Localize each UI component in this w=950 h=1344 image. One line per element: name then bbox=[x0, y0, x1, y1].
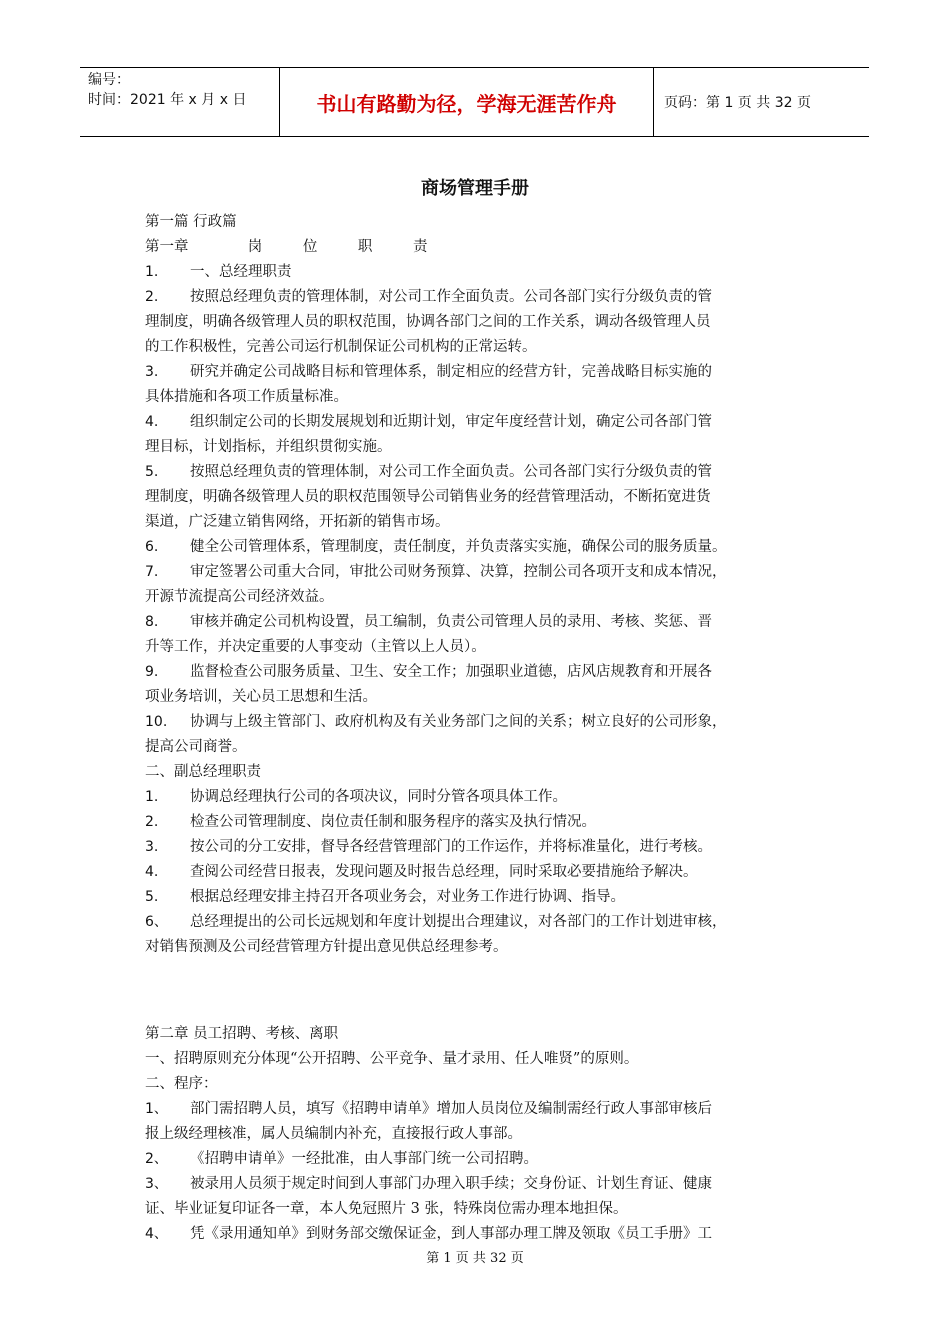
header-meta bbox=[80, 68, 280, 136]
item-number: 5. bbox=[145, 464, 159, 480]
text-line bbox=[145, 735, 817, 760]
line-text: 的工作积极性，完善公司运行机制保证公司机构的正常运转。 bbox=[145, 339, 537, 355]
text-line bbox=[145, 360, 817, 385]
line-text: 一、总经理职责 bbox=[190, 264, 292, 280]
line-text: 理制度，明确各级管理人员的职权范围，协调各部门之间的工作关系，调动各级管理人员 bbox=[145, 314, 711, 330]
text-line bbox=[145, 885, 817, 910]
text-line bbox=[145, 910, 817, 935]
text-line bbox=[145, 610, 817, 635]
text-line bbox=[145, 810, 817, 835]
line-text: 凭《录用通知单》到财务部交缴保证金，到人事部办理工牌及领取《员工手册》工 bbox=[190, 1226, 712, 1242]
chapter-number: 第一章 bbox=[145, 239, 189, 255]
text-line bbox=[145, 260, 817, 285]
line-text: 协调总经理执行公司的各项决议，同时分管各项具体工作。 bbox=[190, 789, 567, 805]
document-body bbox=[145, 210, 817, 1247]
text-line bbox=[145, 835, 817, 860]
text-line bbox=[145, 1097, 817, 1122]
text-line bbox=[145, 1222, 817, 1247]
chapter2-lines bbox=[145, 1047, 817, 1247]
text-line bbox=[145, 385, 817, 410]
chapter-heading bbox=[145, 235, 817, 260]
line-text: 监督检查公司服务质量、卫生、安全工作；加强职业道德，店风店规教育和开展各 bbox=[190, 664, 712, 680]
line-text: 审定签署公司重大合同，审批公司财务预算、决算，控制公司各项开支和成本情况， bbox=[190, 564, 727, 580]
text-line bbox=[145, 785, 817, 810]
item-number: 1. bbox=[145, 789, 159, 805]
line-text: 根据总经理安排主持召开各项业务会，对业务工作进行协调、指导。 bbox=[190, 889, 625, 905]
item-number: 6、 bbox=[145, 914, 168, 930]
line-text: 总经理提出的公司长远规划和年度计划提出合理建议，对各部门的工作计划进审核， bbox=[190, 914, 727, 930]
text-line bbox=[145, 1122, 817, 1147]
item-number: 3. bbox=[145, 364, 159, 380]
text-line bbox=[145, 310, 817, 335]
chapter1-lines bbox=[145, 260, 817, 960]
item-number: 2. bbox=[145, 814, 159, 830]
text-line bbox=[145, 1197, 817, 1222]
header-motto: 书山有路勤为径，学海无涯苦作舟 bbox=[280, 68, 654, 136]
page-footer: 第 1 页 共 32 页 bbox=[426, 1251, 524, 1266]
item-number: 7. bbox=[145, 564, 159, 580]
item-number: 6. bbox=[145, 539, 159, 555]
item-number: 2. bbox=[145, 289, 159, 305]
text-line bbox=[145, 1047, 817, 1072]
item-number: 4、 bbox=[145, 1226, 168, 1242]
item-number: 2、 bbox=[145, 1151, 168, 1167]
item-number: 10. bbox=[145, 714, 168, 730]
text-line bbox=[145, 1172, 817, 1197]
text-line bbox=[145, 535, 817, 560]
text-line bbox=[145, 1147, 817, 1172]
text-line bbox=[145, 435, 817, 460]
part-heading: 第一篇 行政篇 bbox=[145, 214, 237, 230]
text-line bbox=[145, 760, 817, 785]
line-text: 一、招聘原则充分体现“公开招聘、公平竞争、量才录用、任人唯贤”的原则。 bbox=[145, 1051, 639, 1067]
line-text: 审核并确定公司机构设置，员工编制，负责公司管理人员的录用、考核、奖惩、晋 bbox=[190, 614, 712, 630]
item-number: 4. bbox=[145, 414, 159, 430]
text-line bbox=[145, 585, 817, 610]
text-line bbox=[145, 335, 817, 360]
line-text: 组织制定公司的长期发展规划和近期计划，审定年度经营计划，确定公司各部门管 bbox=[190, 414, 712, 430]
text-line bbox=[145, 285, 817, 310]
line-text: 对销售预测及公司经营管理方针提出意见供总经理参考。 bbox=[145, 939, 508, 955]
text-line bbox=[145, 660, 817, 685]
text-line bbox=[145, 685, 817, 710]
text-line bbox=[145, 560, 817, 585]
item-number: 8. bbox=[145, 614, 159, 630]
text-line bbox=[145, 860, 817, 885]
line-text: 被录用人员须于规定时间到人事部门办理入职手续；交身份证、计划生育证、健康 bbox=[190, 1176, 712, 1192]
line-text: 理制度，明确各级管理人员的职权范围领导公司销售业务的经营管理活动，不断拓宽进货 bbox=[145, 489, 711, 505]
document-header bbox=[80, 67, 869, 137]
line-text: 报上级经理核准，属人员编制内补充，直接报行政人事部。 bbox=[145, 1126, 522, 1142]
line-text: 证、毕业证复印证各一章，本人免冠照片 3 张，特殊岗位需办理本地担保。 bbox=[145, 1201, 628, 1217]
text-line bbox=[145, 1072, 817, 1097]
item-number: 1. bbox=[145, 264, 159, 280]
line-text: 渠道，广泛建立销售网络，开拓新的销售市场。 bbox=[145, 514, 450, 530]
text-line bbox=[145, 635, 817, 660]
line-text: 具体措施和各项工作质量标准。 bbox=[145, 389, 348, 405]
text-line bbox=[145, 460, 817, 485]
blank-gap bbox=[145, 960, 817, 1022]
item-number: 1、 bbox=[145, 1101, 168, 1117]
time-label: 时间：2021 年 x 月 x 日 bbox=[88, 92, 247, 108]
line-text: 二、副总经理职责 bbox=[145, 764, 261, 780]
item-number: 5. bbox=[145, 889, 159, 905]
line-text: 研究并确定公司战略目标和管理体系，制定相应的经营方针，完善战略目标实施的 bbox=[190, 364, 712, 380]
line-text: 提高公司商誉。 bbox=[145, 739, 247, 755]
line-text: 《招聘申请单》一经批准，由人事部门统一公司招聘。 bbox=[190, 1151, 538, 1167]
line-text: 查阅公司经营日报表，发现问题及时报告总经理，同时采取必要措施给予解决。 bbox=[190, 864, 698, 880]
line-text: 部门需招聘人员，填写《招聘申请单》增加人员岗位及编制需经行政人事部审核后 bbox=[190, 1101, 712, 1117]
line-text: 协调与上级主管部门、政府机构及有关业务部门之间的关系；树立良好的公司形象， bbox=[190, 714, 727, 730]
line-text: 二、程序： bbox=[145, 1076, 218, 1092]
line-text: 按照总经理负责的管理体制，对公司工作全面负责。公司各部门实行分级负责的管 bbox=[190, 464, 712, 480]
line-text: 升等工作，并决定重要的人事变动（主管以上人员）。 bbox=[145, 639, 486, 655]
text-line bbox=[145, 485, 817, 510]
chapter-title: 岗 位 职 责 bbox=[247, 239, 446, 255]
text-line bbox=[145, 710, 817, 735]
item-number: 3. bbox=[145, 839, 159, 855]
text-line bbox=[145, 410, 817, 435]
text-line bbox=[145, 935, 817, 960]
line-text: 检查公司管理制度、岗位责任制和服务程序的落实及执行情况。 bbox=[190, 814, 596, 830]
chapter2-heading: 第二章 员工招聘、考核、离职 bbox=[145, 1026, 339, 1042]
line-text: 项业务培训，关心员工思想和生活。 bbox=[145, 689, 377, 705]
line-text: 理目标，计划指标，并组织贯彻实施。 bbox=[145, 439, 392, 455]
document-title: 商场管理手册 bbox=[421, 178, 529, 199]
text-line bbox=[145, 510, 817, 535]
number-label: 编号： bbox=[88, 72, 130, 88]
item-number: 4. bbox=[145, 864, 159, 880]
line-text: 按照总经理负责的管理体制，对公司工作全面负责。公司各部门实行分级负责的管 bbox=[190, 289, 712, 305]
line-text: 开源节流提高公司经济效益。 bbox=[145, 589, 334, 605]
item-number: 3、 bbox=[145, 1176, 168, 1192]
line-text: 按公司的分工安排，督导各经营管理部门的工作运作，并将标准量化，进行考核。 bbox=[190, 839, 712, 855]
header-page-info: 页码：第 1 页 共 32 页 bbox=[664, 95, 811, 111]
line-text: 健全公司管理体系，管理制度，责任制度，并负责落实实施，确保公司的服务质量。 bbox=[190, 539, 727, 555]
item-number: 9. bbox=[145, 664, 159, 680]
